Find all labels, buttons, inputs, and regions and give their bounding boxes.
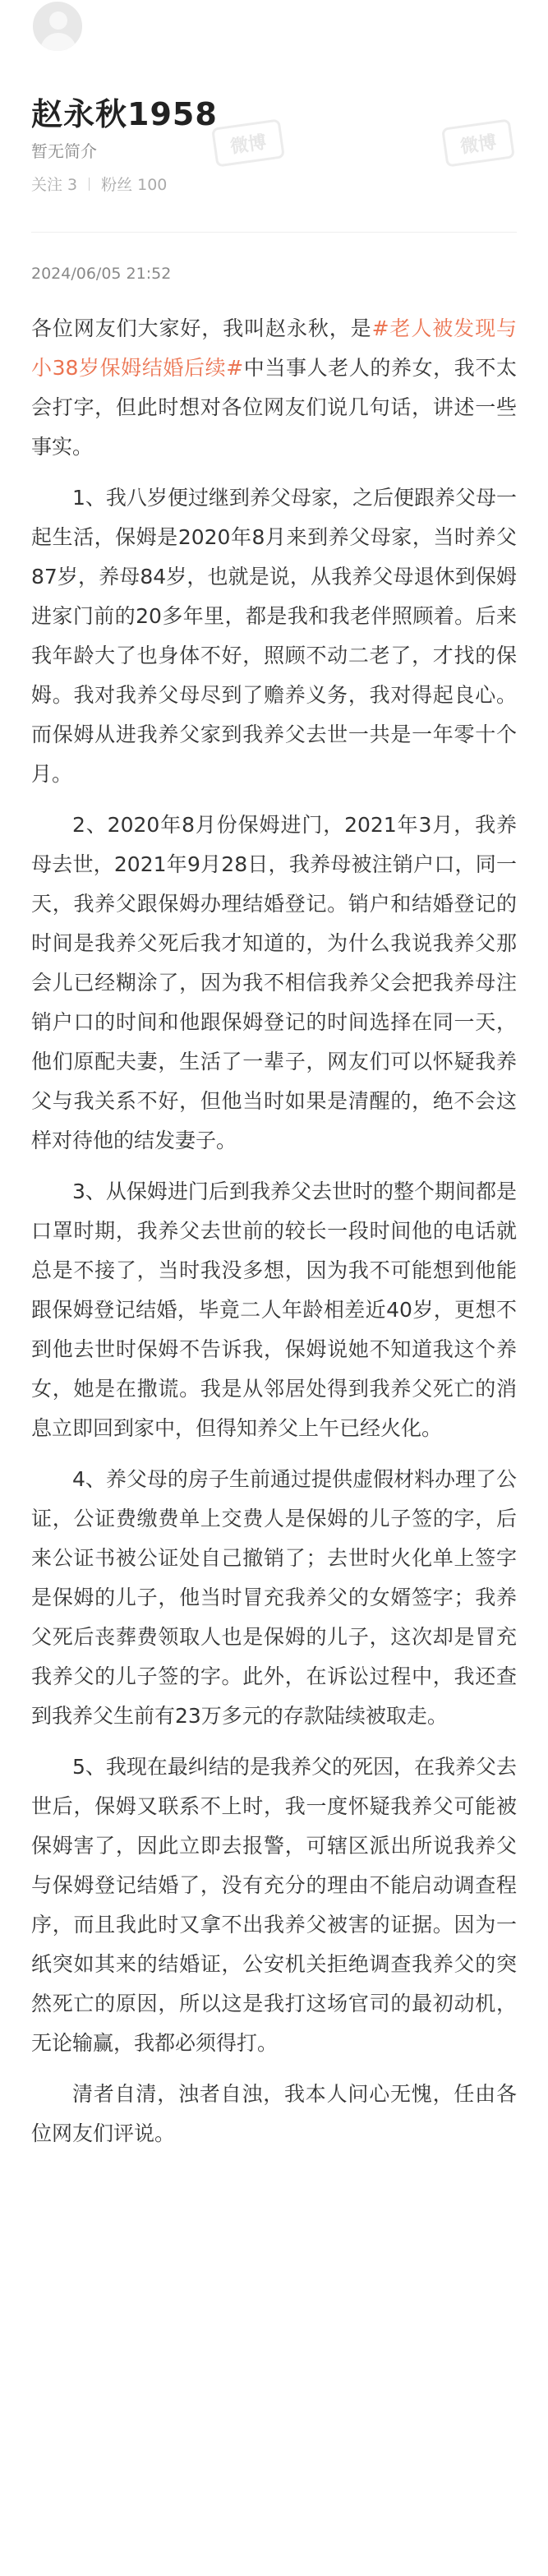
following-label: 关注 (31, 176, 63, 194)
weibo-watermark: 微博 (441, 118, 515, 167)
followers-stat[interactable] (101, 173, 167, 195)
post-paragraph: 3、从保姆进门后到我养父去世时的整个期间都是口罩时期，我养父去世前的较长一段时间他的电话就总是不接了，当时我没多想，因为我不可能想到他能跟保姆登记结婚，毕竟二人年龄相差近40岁，更想不到他去世时保姆不告诉我，保姆说她不知道我这个养女，她是在撒谎。我是从邻居处得到我养父死亡的消息立即回到家中，但得知养父上午已经火化。 (31, 1180, 517, 1440)
post-datetime: 2024/06/05 21:52 (31, 265, 172, 283)
following-count: 3 (67, 176, 78, 194)
stats-divider (89, 178, 90, 191)
header-divider (31, 232, 517, 233)
hashtag-link[interactable]: #老人被发现与小38岁保姆结婚后续# (31, 316, 517, 380)
post-paragraph: 1、我八岁便过继到养父母家，之后便跟养父母一起生活，保姆是2020年8月来到养父母家，当时养父87岁，养母84岁，也就是说，从我养父母退休到保姆进家门前的20多年里，都是我和我老伴照顾着。后来我年龄大了也身体不好，照顾不动二老了，才找的保姆。我对我养父母尽到了赡养义务，我对得起良心。而保姆从进我养父家到我养父去世一共是一年零十个月。 (31, 486, 517, 786)
avatar-placeholder-icon (49, 12, 67, 30)
paragraph-text: 各位网友们大家好，我叫赵永秋，是 (31, 316, 372, 340)
followers-label: 粉丝 (101, 176, 133, 194)
post-paragraph (31, 309, 517, 467)
post-paragraph: 4、养父母的房子生前通过提供虚假材料办理了公证，公证费缴费单上交费人是保姆的儿子签的字，后来公证书被公证处自己撤销了；去世时火化单上签字是保姆的儿子，他当时冒充我养父的女婿签字；我养父死后丧葬费领取人也是保姆的儿子，这次却是冒充我养父的儿子签的字。此外，在诉讼过程中，我还查到我养父生前有23万多元的存款陆续被取走。 (31, 1467, 517, 1728)
profile-intro: 暂无简介 (31, 141, 97, 161)
weibo-watermark: 微博 (211, 118, 285, 167)
post-paragraph: 清者自清，浊者自浊，我本人问心无愧，任由各位网友们评说。 (31, 2082, 517, 2145)
following-stat[interactable] (31, 173, 77, 195)
paragraph-text: 中当事人老人的养女，我不太会打字，但此时想对各位网友们说几句话，讲述一些事实。 (31, 356, 517, 459)
followers-count: 100 (137, 176, 168, 194)
post-paragraph: 2、2020年8月份保姆进门，2021年3月，我养母去世，2021年9月28日，我养母被注销户口，同一天，我养父跟保姆办理结婚登记。销户和结婚登记的时间是我养父死后我才知道的，为什么我说我养父那会儿已经糊涂了，因为我不相信我养父会把我养母注销户口的时间和他跟保姆登记的时间选择在同一天，他们原配夫妻，生活了一辈子，网友们可以怀疑我养父与我关系不好，但他当时如果是清醒的，绝不会这样对待他的结发妻子。 (31, 813, 517, 1152)
profile-name[interactable]: 赵永秋1958 (31, 96, 218, 132)
post-paragraph: 5、我现在最纠结的是我养父的死因，在我养父去世后，保姆又联系不上时，我一度怀疑我养父可能被保姆害了，因此立即去报警，可辖区派出所说我养父与保姆登记结婚了，没有充分的理由不能启动调查程序，而且我此时又拿不出我养父被害的证据。因为一纸突如其来的结婚证，公安机关拒绝调查我养父的突然死亡的原因，所以这是我打这场官司的最初动机，无论输赢，我都必须得打。 (31, 1755, 517, 2055)
post-content (31, 309, 517, 2165)
profile-stats (31, 173, 167, 195)
avatar[interactable] (31, 0, 84, 53)
